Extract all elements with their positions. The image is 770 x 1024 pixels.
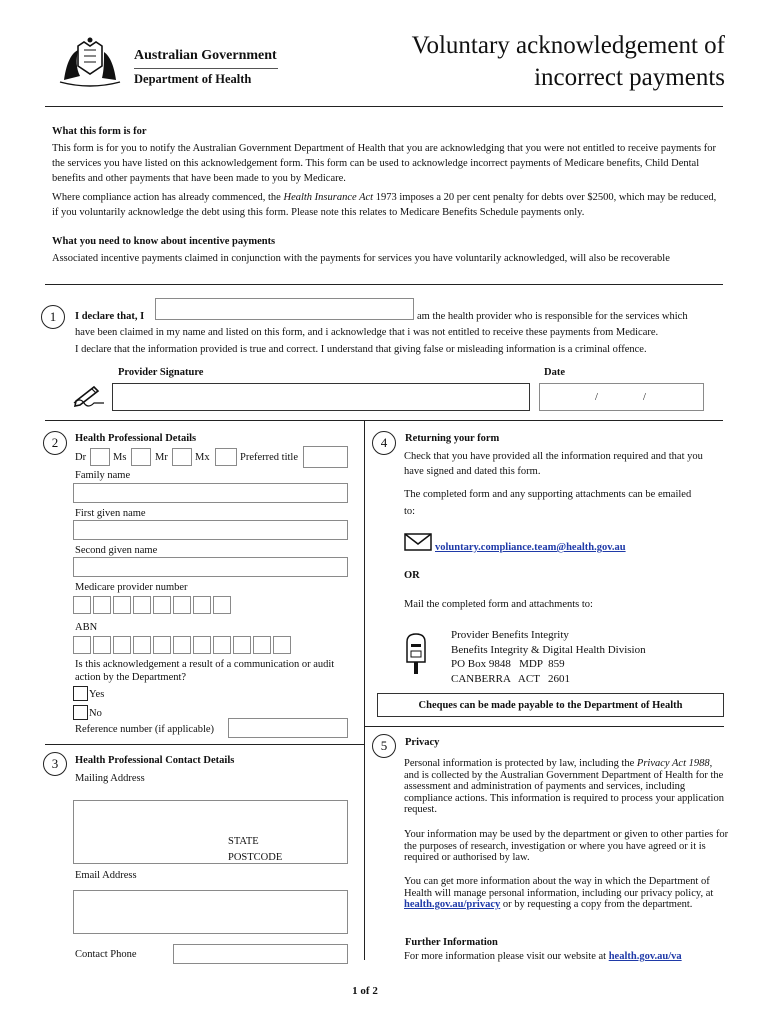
what-p2-part-a: Where compliance action has already commenced, the: [52, 192, 284, 203]
privacy-p1-b: , and is collected by the Australian Government Department of Health for the assessment and administration of payments and services, including compliance actions. This information is required to process your application request.: [404, 758, 724, 815]
medicare-cell[interactable]: [133, 596, 151, 614]
health-professional-heading: Health Professional Details: [75, 433, 197, 444]
email-address-label: Email Address: [75, 870, 137, 881]
va-website-link[interactable]: health.gov.au/va: [608, 951, 682, 962]
declare-prefix: I declare that, I: [75, 311, 145, 322]
date-separator-1: /: [595, 392, 598, 403]
privacy-paragraph-2: Your information may be used by the department or given to other parties for the purposes of research, investigation or where you have agreed or it is required or authorised by law.: [404, 829, 729, 863]
title-dr-label: Dr: [75, 452, 87, 463]
privacy-p3-b: or by requesting a copy from the department.: [500, 899, 693, 910]
mailbox-icon: [404, 632, 428, 676]
further-info-heading: Further Information: [405, 937, 498, 948]
abn-cell[interactable]: [213, 636, 231, 654]
privacy-p1-a: Personal information is protected by law, including the: [404, 758, 637, 769]
logo-divider: [134, 68, 278, 69]
section-4-number: 4: [372, 431, 396, 455]
second-name-label: Second given name: [75, 545, 158, 556]
abn-cell[interactable]: [133, 636, 151, 654]
email-address-field[interactable]: [73, 890, 348, 934]
address-line: Benefits Integrity & Digital Health Division: [451, 643, 646, 656]
mailing-address-field[interactable]: [73, 800, 348, 864]
reference-number-input[interactable]: [228, 718, 348, 738]
title-mr-label: Mr: [155, 452, 168, 463]
date-label: Date: [544, 367, 565, 378]
section-3-number: 3: [43, 752, 67, 776]
abn-cell[interactable]: [233, 636, 251, 654]
contact-details-heading: Health Professional Contact Details: [75, 755, 235, 766]
what-heading: What this form is for: [52, 126, 147, 137]
medicare-cell[interactable]: [113, 596, 131, 614]
no-label: No: [89, 708, 102, 719]
title-mx-label: Mx: [195, 452, 210, 463]
gov-name: Australian Government: [134, 48, 277, 63]
privacy-act-name: Privacy Act 1988: [636, 758, 710, 769]
medicare-cell[interactable]: [173, 596, 191, 614]
yes-label: Yes: [89, 689, 105, 700]
form-title-line1: Voluntary acknowledgement of: [411, 32, 725, 59]
abn-cell[interactable]: [253, 636, 271, 654]
privacy-policy-link[interactable]: health.gov.au/privacy: [404, 899, 501, 910]
dept-name: Department of Health: [134, 72, 252, 86]
address-line: Provider Benefits Integrity: [451, 629, 569, 641]
returning-check-text: Check that you have provided all the information required and that you have signed and dated this form.: [404, 451, 703, 477]
preferred-title-input[interactable]: [303, 446, 348, 468]
incentive-text: Associated incentive payments claimed in conjunction with the payments for services you have voluntarily acknowledged, will also be recoverable: [52, 253, 670, 264]
cheques-text: Cheques can be made payable to the Department of Health: [418, 700, 683, 711]
preferred-title-label: Preferred title: [240, 452, 299, 463]
section-5-number: 5: [372, 734, 396, 758]
abn-cell[interactable]: [153, 636, 171, 654]
envelope-icon: [404, 533, 432, 551]
title-dr-checkbox[interactable]: [90, 448, 110, 466]
signature-label: Provider Signature: [118, 367, 204, 378]
medicare-number-label: Medicare provider number: [75, 582, 188, 593]
yes-checkbox[interactable]: [73, 686, 88, 701]
further-info-text: [404, 949, 682, 964]
medicare-cell[interactable]: [153, 596, 171, 614]
medicare-cell[interactable]: [93, 596, 111, 614]
compliance-email-link[interactable]: voluntary.compliance.team@health.gov.au: [435, 542, 626, 553]
intro-rule: [45, 284, 723, 285]
contact-phone-input[interactable]: [173, 944, 348, 964]
family-name-input[interactable]: [73, 483, 348, 503]
date-field[interactable]: [539, 383, 704, 411]
declare-line-2: have been claimed in my name and listed on this form, and i acknowledge that i was not entitled to receive these payments from Medicare.: [75, 327, 659, 338]
postal-address: [451, 628, 646, 686]
signature-field[interactable]: [112, 383, 530, 411]
medicare-cell[interactable]: [213, 596, 231, 614]
returning-heading: Returning your form: [405, 433, 500, 444]
coat-of-arms-logo: [50, 36, 130, 92]
section-1-rule: [45, 420, 723, 421]
date-separator-2: /: [643, 392, 646, 403]
state-label: STATE: [228, 836, 259, 847]
address-line: PO Box 9848 MDP 859: [451, 658, 565, 670]
abn-label: ABN: [75, 622, 98, 633]
title-mr-checkbox[interactable]: [172, 448, 192, 466]
section-2-rule: [45, 744, 364, 745]
abn-cell[interactable]: [113, 636, 131, 654]
title-mx-checkbox[interactable]: [215, 448, 237, 466]
privacy-heading: Privacy: [405, 737, 440, 748]
form-title-line2: incorrect payments: [534, 64, 725, 91]
audit-question: Is this acknowledgement a result of a communication or audit action by the Department?: [75, 659, 335, 683]
declare-suffix: am the health provider who is responsible for the services which: [417, 311, 688, 322]
privacy-paragraph-1: [404, 758, 729, 816]
title-ms-label: Ms: [113, 452, 127, 463]
abn-cell[interactable]: [193, 636, 211, 654]
abn-cell[interactable]: [173, 636, 191, 654]
what-paragraph-2: [52, 190, 724, 220]
first-name-input[interactable]: [73, 520, 348, 540]
act-name: Health Insurance Act: [283, 192, 374, 203]
postcode-label: POSTCODE: [228, 852, 283, 863]
section-1-number: 1: [41, 305, 65, 329]
privacy-p3-a: You can get more information about the way in which the Department of Health will manage personal information, including our privacy policy, at: [404, 876, 714, 899]
family-name-label: Family name: [75, 470, 131, 481]
what-p2-part-b: 1973 imposes a 20 per cent penalty for debts over $2500, which may be reduced, if you voluntarily acknowledge the debt using this form. Please note this relates to Medicare Benefits Schedule payments only.: [52, 192, 717, 218]
what-paragraph-1: This form is for you to notify the Australian Government Department of Health that you are acknowledging that you were not entitled to receive payments for the services you have listed on this acknowledgement form. This form can be used to acknowledge incorrect payments of Medicare benefits, Child Dental benefits and other payments that have been made to you by Medicare.: [52, 143, 716, 184]
contact-phone-label: Contact Phone: [75, 949, 137, 960]
reference-number-label: Reference number (if applicable): [75, 724, 215, 735]
no-checkbox[interactable]: [73, 705, 88, 720]
declarant-name-input[interactable]: [155, 298, 414, 320]
abn-cell[interactable]: [73, 636, 91, 654]
medicare-cell[interactable]: [73, 596, 91, 614]
mail-text: Mail the completed form and attachments to:: [404, 599, 593, 610]
address-line: CANBERRA ACT 2601: [451, 672, 570, 685]
incentive-heading: What you need to know about incentive payments: [52, 236, 276, 247]
header-rule: [45, 106, 723, 107]
second-name-input[interactable]: [73, 557, 348, 577]
pen-icon: [72, 383, 106, 407]
returning-email-text: The completed form and any supporting attachments can be emailed to:: [404, 489, 692, 517]
mailing-address-label: Mailing Address: [75, 773, 145, 784]
abn-cell[interactable]: [93, 636, 111, 654]
page-number: 1 of 2: [352, 985, 378, 997]
title-ms-checkbox[interactable]: [131, 448, 151, 466]
declare-line-3: I declare that the information provided is true and correct. I understand that giving false or misleading information is a criminal offence.: [75, 344, 647, 355]
column-divider: [364, 420, 365, 960]
section-4-rule: [364, 726, 724, 727]
further-info-prefix: For more information please visit our website at: [404, 951, 609, 962]
or-text: OR: [404, 570, 420, 581]
medicare-cell[interactable]: [193, 596, 211, 614]
privacy-paragraph-3: [404, 876, 729, 911]
first-name-label: First given name: [75, 508, 146, 519]
abn-cell[interactable]: [273, 636, 291, 654]
section-2-number: 2: [43, 431, 67, 455]
